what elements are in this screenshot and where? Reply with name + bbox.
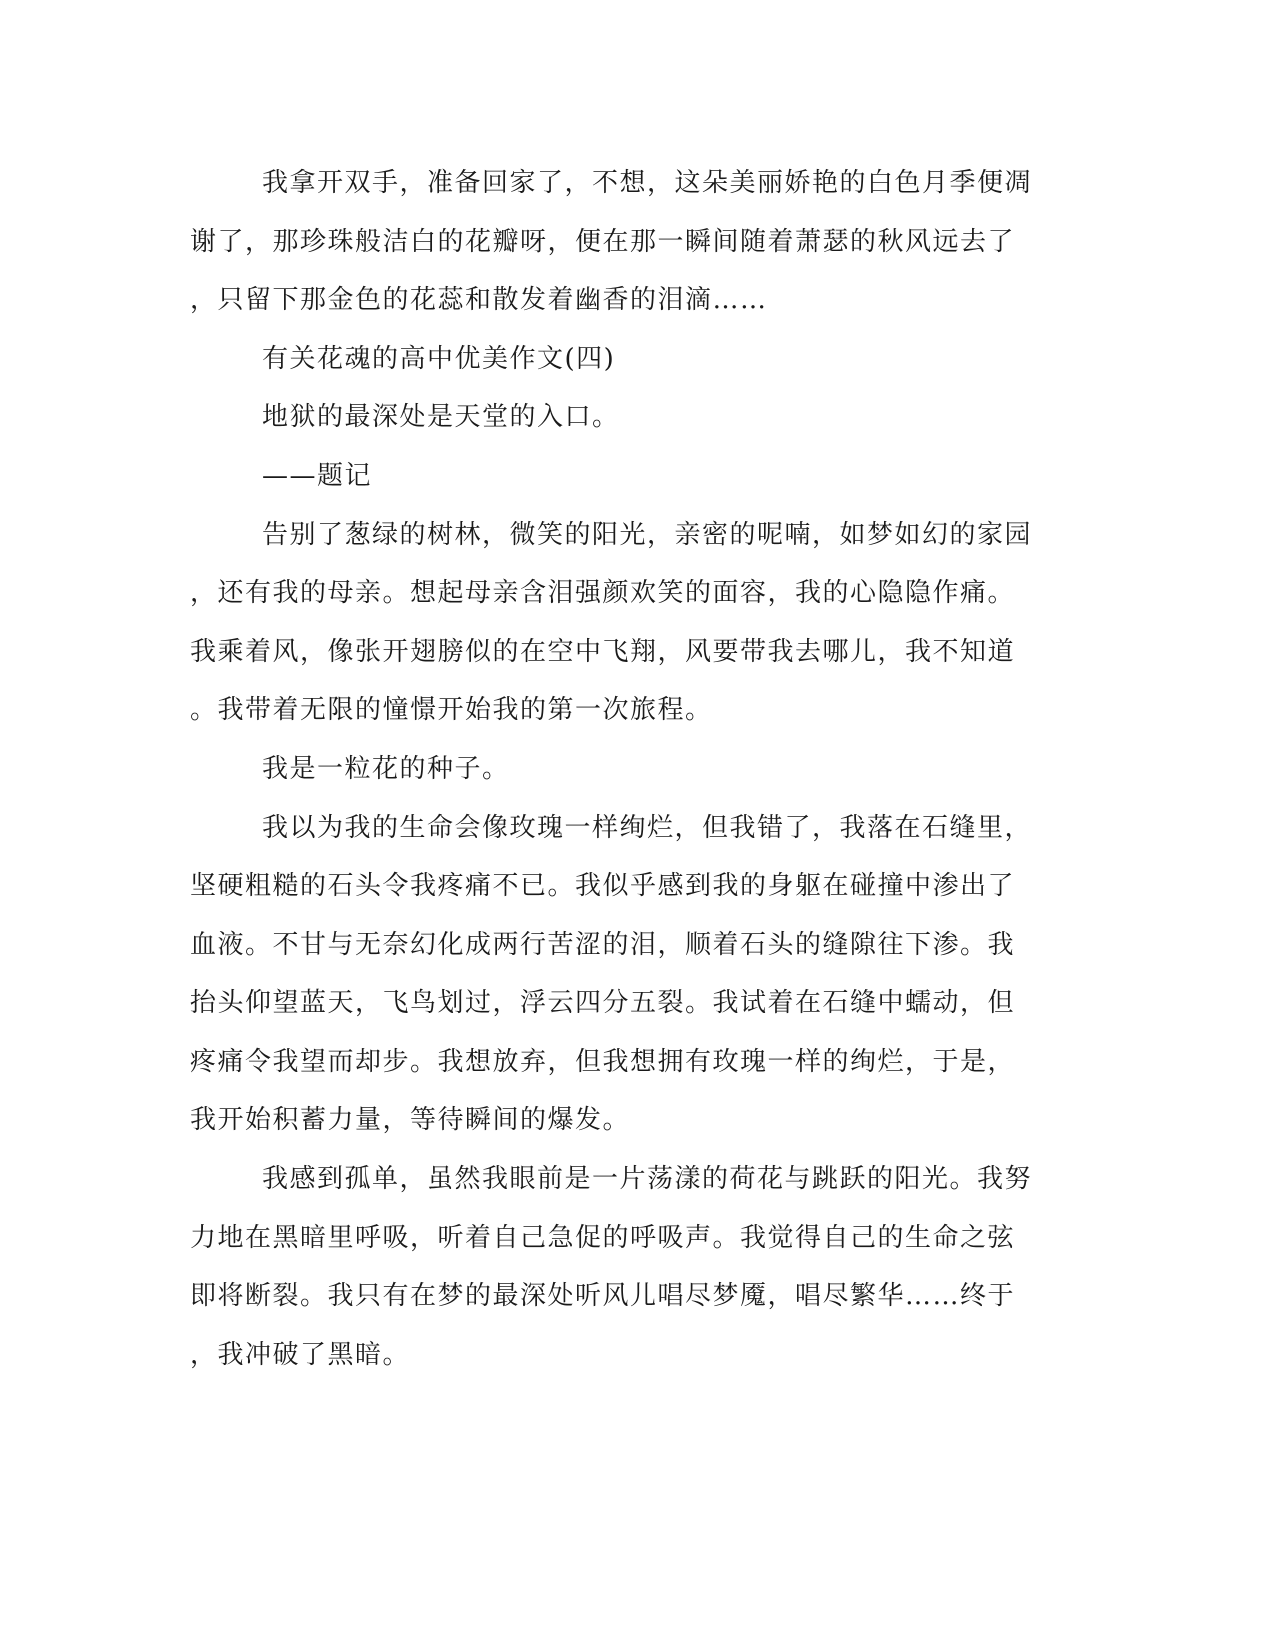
paragraph-line: 我乘着风，像张开翅膀似的在空中飞翔，风要带我去哪儿，我不知道: [190, 637, 1016, 667]
paragraph-line: ，我冲破了黑暗。: [190, 1340, 411, 1370]
paragraph-line: 我是一粒花的种子。: [262, 754, 510, 784]
paragraph-line: 我拿开双手，准备回家了，不想，这朵美丽娇艳的白色月季便凋: [262, 168, 1033, 198]
paragraph-line: 告别了葱绿的树林，微笑的阳光，亲密的呢喃，如梦如幻的家园: [262, 520, 1033, 550]
paragraph-line: 抬头仰望蓝天，飞鸟划过，浮云四分五裂。我试着在石缝中蠕动，但: [190, 988, 1016, 1018]
paragraph-line: ，只留下那金色的花蕊和散发着幽香的泪滴……: [190, 285, 768, 315]
paragraph-line: 谢了，那珍珠般洁白的花瓣呀，便在那一瞬间随着萧瑟的秋风远去了: [190, 227, 1016, 257]
paragraph-line: ，还有我的母亲。想起母亲含泪强颜欢笑的面容，我的心隐隐作痛。: [190, 578, 1016, 608]
paragraph-line: 坚硬粗糙的石头令我疼痛不已。我似乎感到我的身躯在碰撞中渗出了: [190, 871, 1016, 901]
paragraph-line: 血液。不甘与无奈幻化成两行苦涩的泪，顺着石头的缝隙往下渗。我: [190, 930, 1016, 960]
paragraph-line: 我开始积蓄力量，等待瞬间的爆发。: [190, 1105, 631, 1135]
paragraph-line: 我感到孤单，虽然我眼前是一片荡漾的荷花与跳跃的阳光。我努: [262, 1164, 1033, 1194]
epigraph: 地狱的最深处是天堂的入口。: [262, 402, 620, 432]
paragraph-line: 即将断裂。我只有在梦的最深处听风儿唱尽梦魇，唱尽繁华……终于: [190, 1281, 1016, 1311]
paragraph-line: 疼痛令我望而却步。我想放弃，但我想拥有玫瑰一样的绚烂，于是，: [190, 1047, 1016, 1077]
paragraph-line: 我以为我的生命会像玫瑰一样绚烂，但我错了，我落在石缝里，: [262, 813, 1033, 843]
epigraph-attribution: ——题记: [262, 461, 373, 491]
section-title: 有关花魂的高中优美作文(四): [262, 344, 616, 374]
paragraph-line: 。我带着无限的憧憬开始我的第一次旅程。: [190, 695, 713, 725]
paragraph-line: 力地在黑暗里呼吸，听着自己急促的呼吸声。我觉得自己的生命之弦: [190, 1223, 1016, 1253]
